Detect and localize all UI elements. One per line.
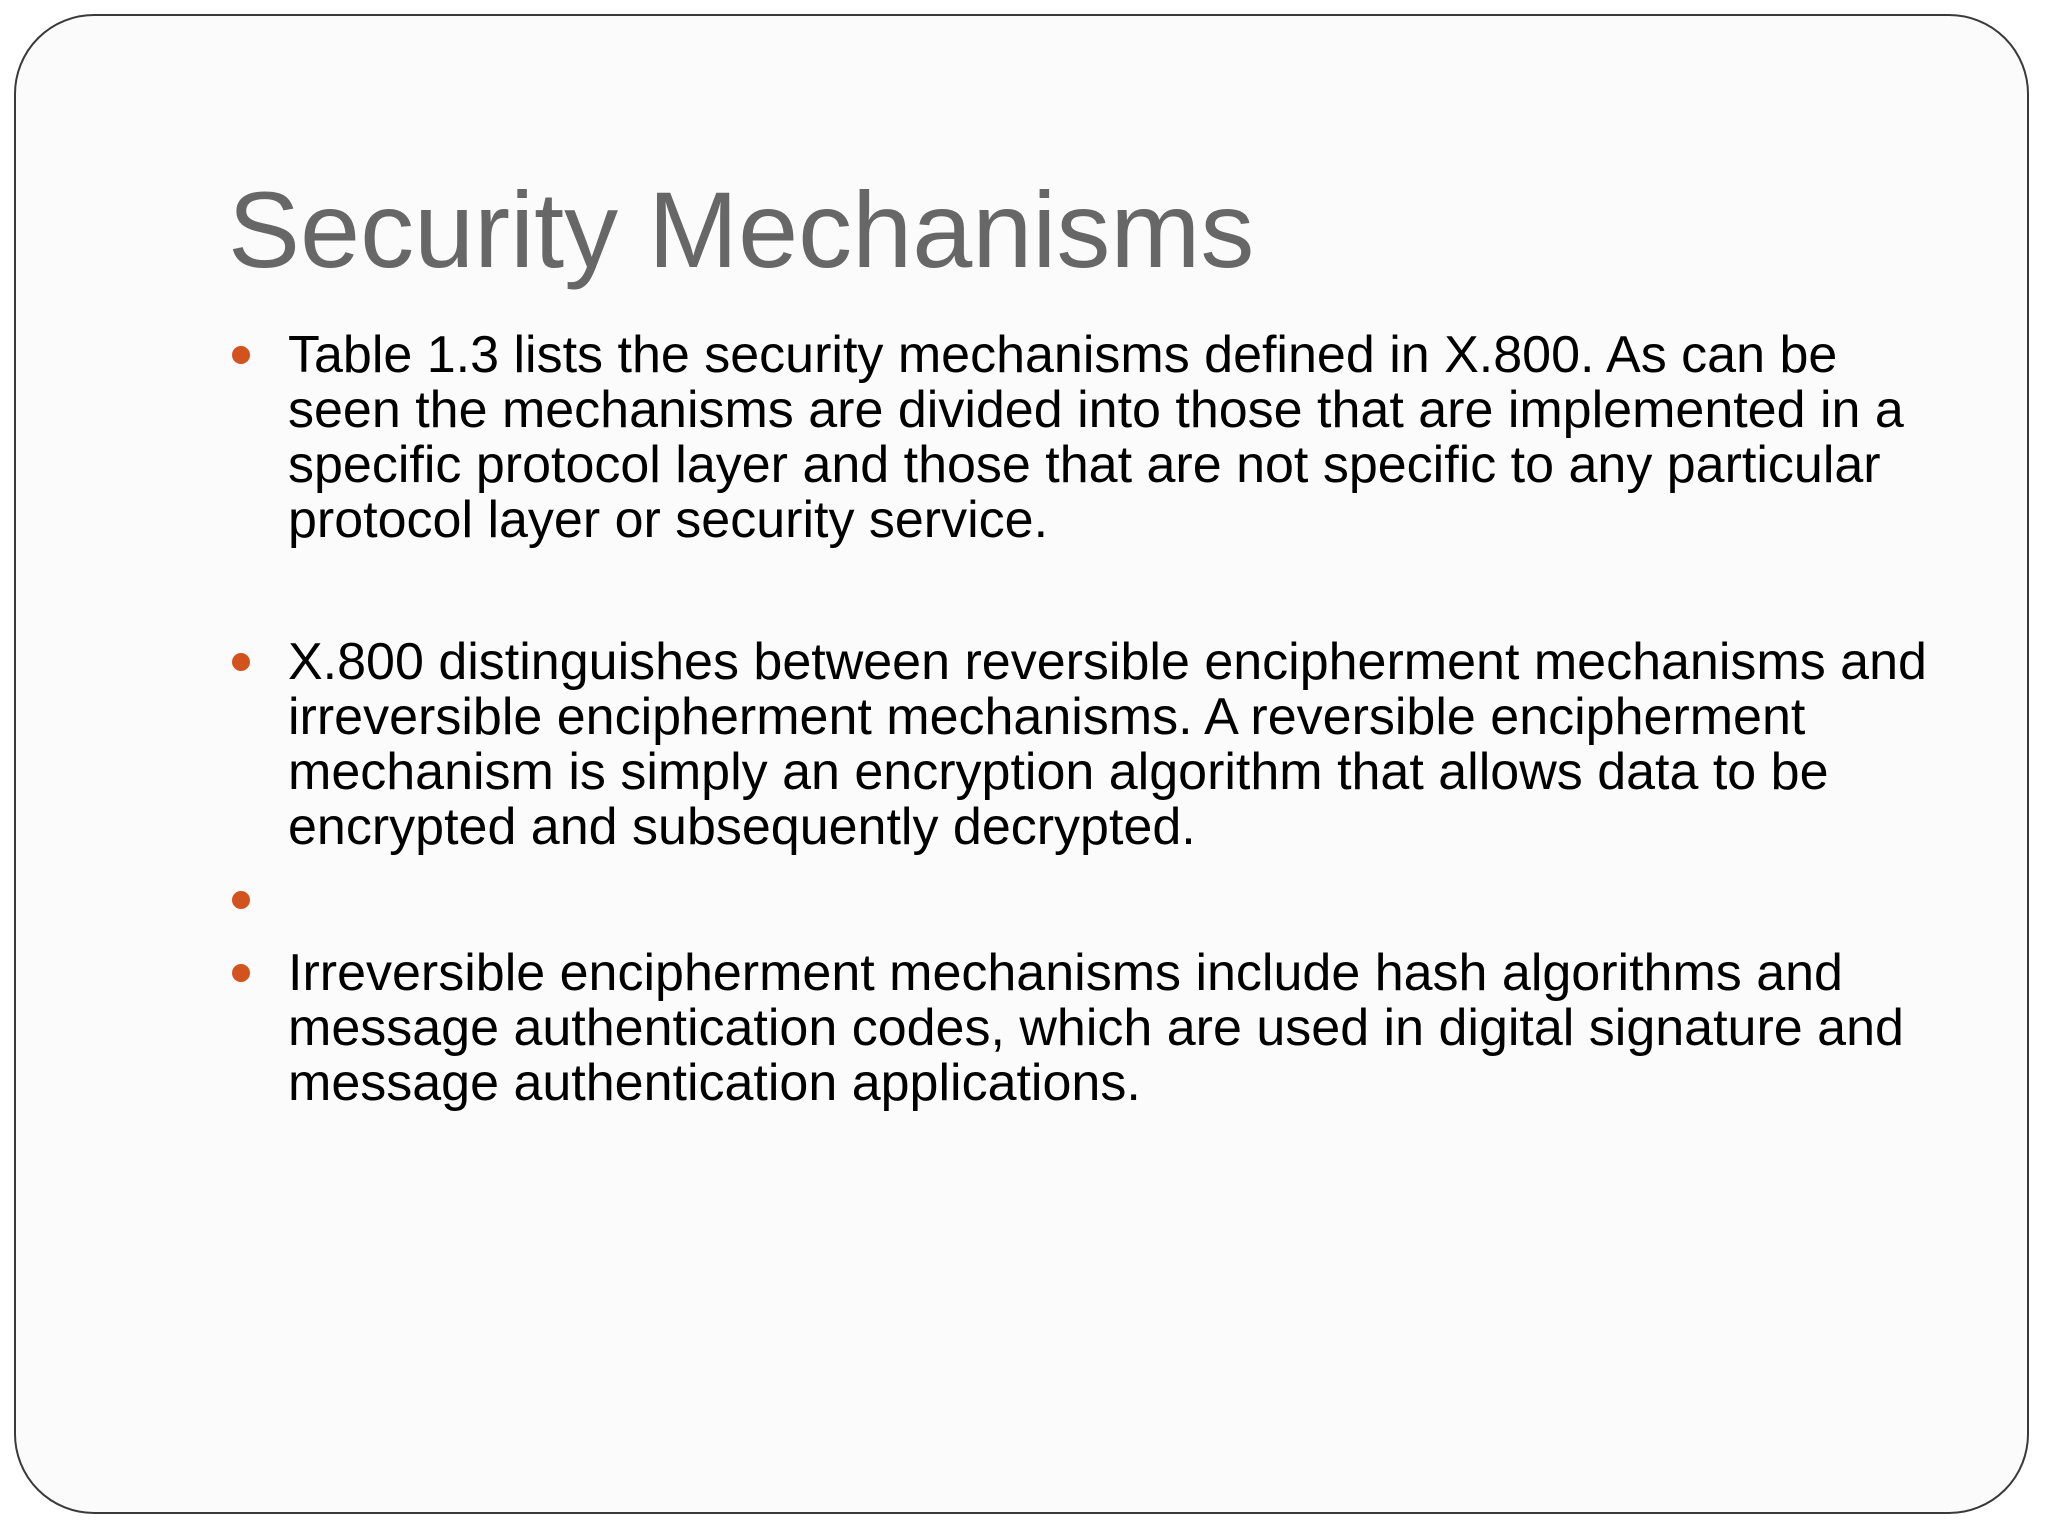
bullet-item [228, 635, 1928, 855]
bullet-item [228, 328, 1928, 548]
bullet-dot-icon [232, 964, 250, 982]
bullet-item [228, 946, 1928, 1111]
bullet-dot-icon [232, 346, 250, 364]
bullet-text [288, 873, 1928, 928]
bullet-text: Irreversible encipherment mechanisms include hash algorithms and message authentication codes, which are used in digital signature and message authentication applications. [288, 944, 1904, 1112]
bullet-text: X.800 distinguishes between reversible encipherment mechanisms and irreversible encipherment mechanisms. A reversible encipherment mechanism is simply an encryption algorithm that allows data to be encrypted and subsequently decrypted. [288, 633, 1927, 856]
bullet-list [228, 328, 1928, 1111]
bullet-item-empty [228, 873, 1928, 928]
bullet-text: Table 1.3 lists the security mechanisms defined in X.800. As can be seen the mechanisms are divided into those that are implemented in a specific protocol layer and those that are not specific to any particular protocol layer or security service. [288, 326, 1904, 549]
slide-title: Security Mechanisms [228, 169, 1255, 290]
bullet-dot-icon [232, 891, 250, 909]
bullet-dot-icon [232, 653, 250, 671]
